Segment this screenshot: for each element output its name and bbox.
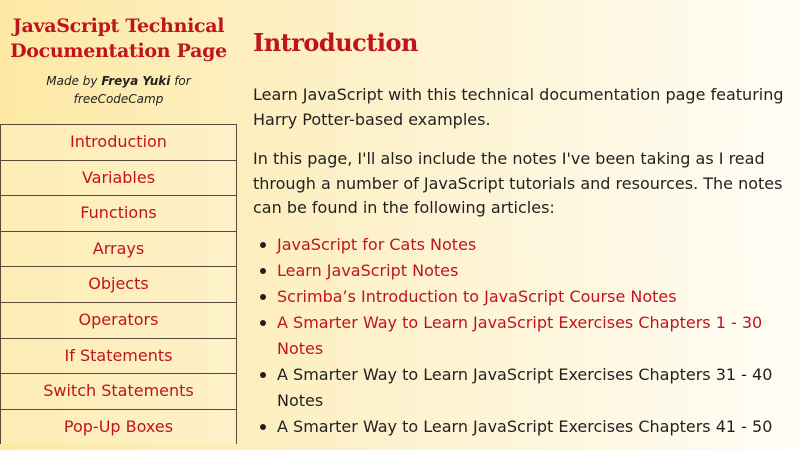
bullet-icon — [260, 294, 266, 300]
byline-prefix: Made by — [46, 74, 102, 88]
intro-paragraph: Learn JavaScript with this technical documentation page featuring Harry Potter-based examples. — [253, 85, 784, 129]
nav-link-if-statements[interactable]: If Statements — [0, 338, 237, 374]
list-item — [277, 414, 788, 440]
nav-list-item — [0, 338, 237, 374]
sidebar — [0, 0, 237, 450]
nav-list-item — [0, 231, 237, 267]
main-content — [253, 0, 788, 440]
note-link-cats[interactable]: JavaScript for Cats Notes — [277, 234, 477, 254]
list-item — [277, 310, 788, 362]
list-item — [277, 362, 788, 414]
nav-list-item — [0, 266, 237, 302]
note-link-learn-javascript[interactable]: Learn JavaScript Notes — [277, 260, 459, 280]
nav-link-variables[interactable]: Variables — [0, 160, 237, 196]
nav-link-pop-up-boxes[interactable]: Pop-Up Boxes — [0, 409, 237, 445]
notes-paragraph: In this page, I'll also include the notes I've been taking as I read through a number of JavaScript tutorials and resources. The notes can be found in the following articles: — [253, 149, 783, 217]
nav-list-item — [0, 409, 237, 445]
introduction-section — [253, 28, 788, 440]
list-item — [277, 258, 788, 284]
bullet-icon — [260, 372, 266, 378]
byline — [0, 72, 237, 108]
bullet-icon — [260, 268, 266, 274]
list-item — [277, 232, 788, 258]
nav-link-switch-statements[interactable]: Switch Statements — [0, 373, 237, 409]
nav-link-operators[interactable]: Operators — [0, 302, 237, 338]
notes-list — [253, 232, 788, 440]
section-title: Introduction — [253, 28, 418, 57]
byline-suffix: for freeCodeCamp — [73, 74, 191, 106]
bullet-icon — [260, 320, 266, 326]
note-text-smarter-way-31-40: A Smarter Way to Learn JavaScript Exercises Chapters 31 - 40 Notes — [277, 364, 773, 410]
nav-list-item — [0, 373, 237, 409]
nav-list-item — [0, 302, 237, 338]
nav-link-arrays[interactable]: Arrays — [0, 231, 237, 267]
note-link-smarter-way-1-30[interactable]: A Smarter Way to Learn JavaScript Exercises Chapters 1 - 30 Notes — [277, 312, 763, 358]
site-title: JavaScript Technical Documentation Page — [10, 15, 227, 62]
nav-link-functions[interactable]: Functions — [0, 195, 237, 231]
nav-list — [0, 124, 237, 444]
note-link-scrimba[interactable]: Scrimba’s Introduction to JavaScript Course Notes — [277, 286, 677, 306]
nav-list-item — [0, 195, 237, 231]
nav-link-introduction[interactable]: Introduction — [0, 124, 237, 160]
bullet-icon — [260, 424, 266, 430]
nav-link-objects[interactable]: Objects — [0, 266, 237, 302]
bullet-icon — [260, 242, 266, 248]
note-text-smarter-way-41-50: A Smarter Way to Learn JavaScript Exercises Chapters 41 - 50 — [277, 416, 773, 436]
nav-list-item — [0, 160, 237, 196]
list-item — [277, 284, 788, 310]
byline-author: Freya Yuki — [101, 74, 171, 88]
nav-list-item — [0, 124, 237, 160]
